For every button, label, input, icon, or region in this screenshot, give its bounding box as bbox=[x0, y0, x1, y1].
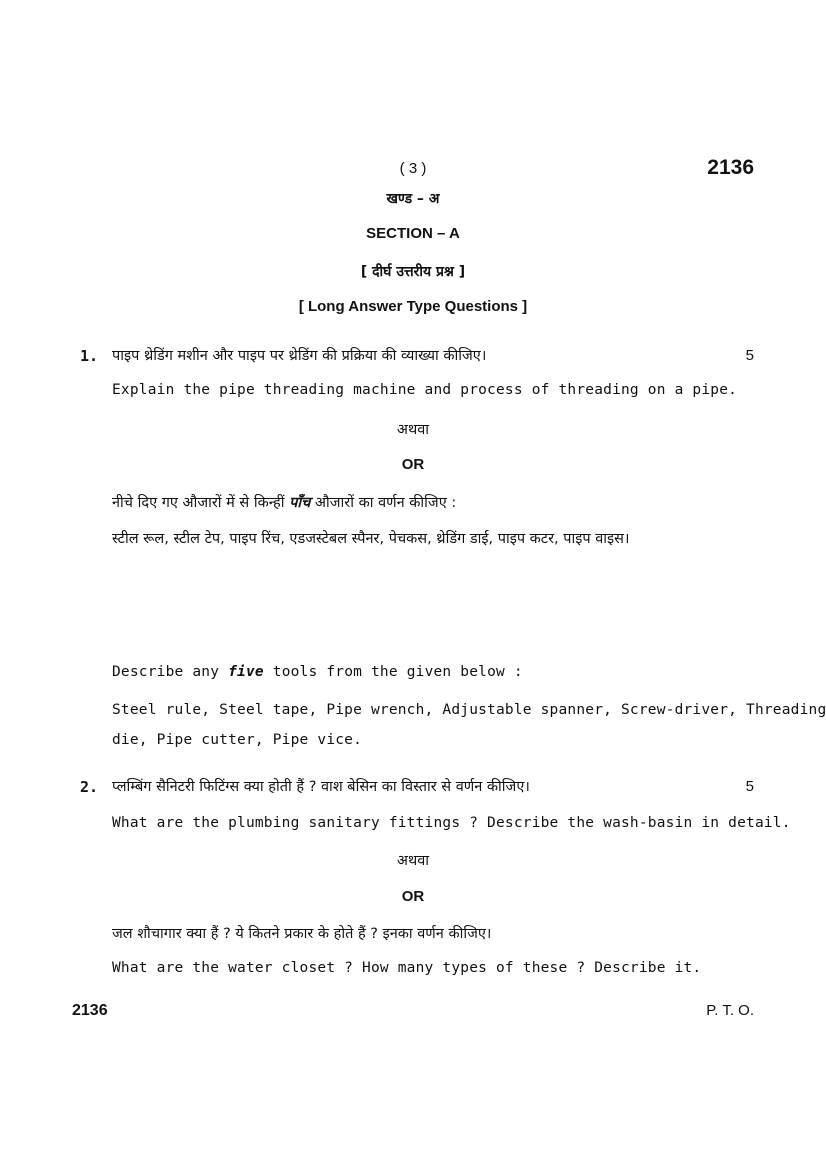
question-marks: 5 bbox=[745, 347, 754, 364]
alt-text-emphasis: पाँच bbox=[289, 495, 311, 511]
alt-text-pre: नीचे दिए गए औजारों में से किन्हीं bbox=[112, 495, 290, 511]
question-type-hindi: [ दीर्घ उत्तरीय प्रश्न ] bbox=[360, 264, 466, 280]
tools-list-line-1: Steel rule, Steel tape, Pipe wrench, Adjustable spanner, Screw-driver, Threading bbox=[112, 702, 826, 718]
alt-text-post: tools from the given below : bbox=[263, 664, 523, 680]
pto-label: P. T. O. bbox=[706, 1002, 754, 1019]
alt-text-pre: Describe any bbox=[112, 664, 229, 680]
question-number: 2. bbox=[80, 778, 99, 796]
alternative-question-hindi: जल शौचागार क्या हैं ? ये कितने प्रकार के होते हैं ? इनका वर्णन कीजिए। bbox=[112, 926, 492, 942]
alternative-question: What are the water closet ? How many types of these ? Describe it. bbox=[112, 960, 702, 976]
question-number: 1. bbox=[80, 347, 99, 365]
question-text-hindi: पाइप थ्रेडिंग मशीन और पाइप पर थ्रेडिंग की प्रक्रिया की व्याख्या कीजिए। bbox=[112, 348, 487, 364]
alternative-question bbox=[112, 664, 523, 680]
alt-text-emphasis: five bbox=[228, 664, 264, 680]
paper-code: 2136 bbox=[707, 156, 754, 179]
alternative-question-hindi bbox=[112, 492, 456, 512]
or-label-hindi: अथवा bbox=[396, 853, 430, 869]
footer-paper-code: 2136 bbox=[72, 1002, 108, 1019]
tools-list-line-2: die, Pipe cutter, Pipe vice. bbox=[112, 732, 363, 748]
question-text: What are the plumbing sanitary fittings ? Describe the wash-basin in detail. bbox=[112, 815, 791, 831]
or-label-hindi: अथवा bbox=[396, 422, 430, 438]
alt-text-post: औजारों का वर्णन कीजिए : bbox=[310, 495, 457, 511]
tools-list-hindi: स्टील रूल, स्टील टेप, पाइप रिंच, एडजस्टेबल स्पैनर, पेचकस, थ्रेडिंग डाई, पाइप कटर, पाइप वाइस। bbox=[112, 531, 630, 547]
section-title: SECTION – A bbox=[366, 225, 460, 242]
page-number: ( 3 ) bbox=[399, 160, 427, 177]
question-marks: 5 bbox=[745, 778, 754, 795]
or-label: OR bbox=[401, 888, 425, 905]
question-text: Explain the pipe threading machine and process of threading on a pipe. bbox=[112, 382, 738, 398]
question-type: [ Long Answer Type Questions ] bbox=[298, 298, 528, 315]
or-label: OR bbox=[401, 456, 425, 473]
section-title-hindi: खण्ड – अ bbox=[386, 191, 440, 207]
question-text-hindi: प्लम्बिंग सैनिटरी फिटिंग्स क्या होती हैं ? वाश बेसिन का विस्तार से वर्णन कीजिए। bbox=[112, 779, 530, 795]
